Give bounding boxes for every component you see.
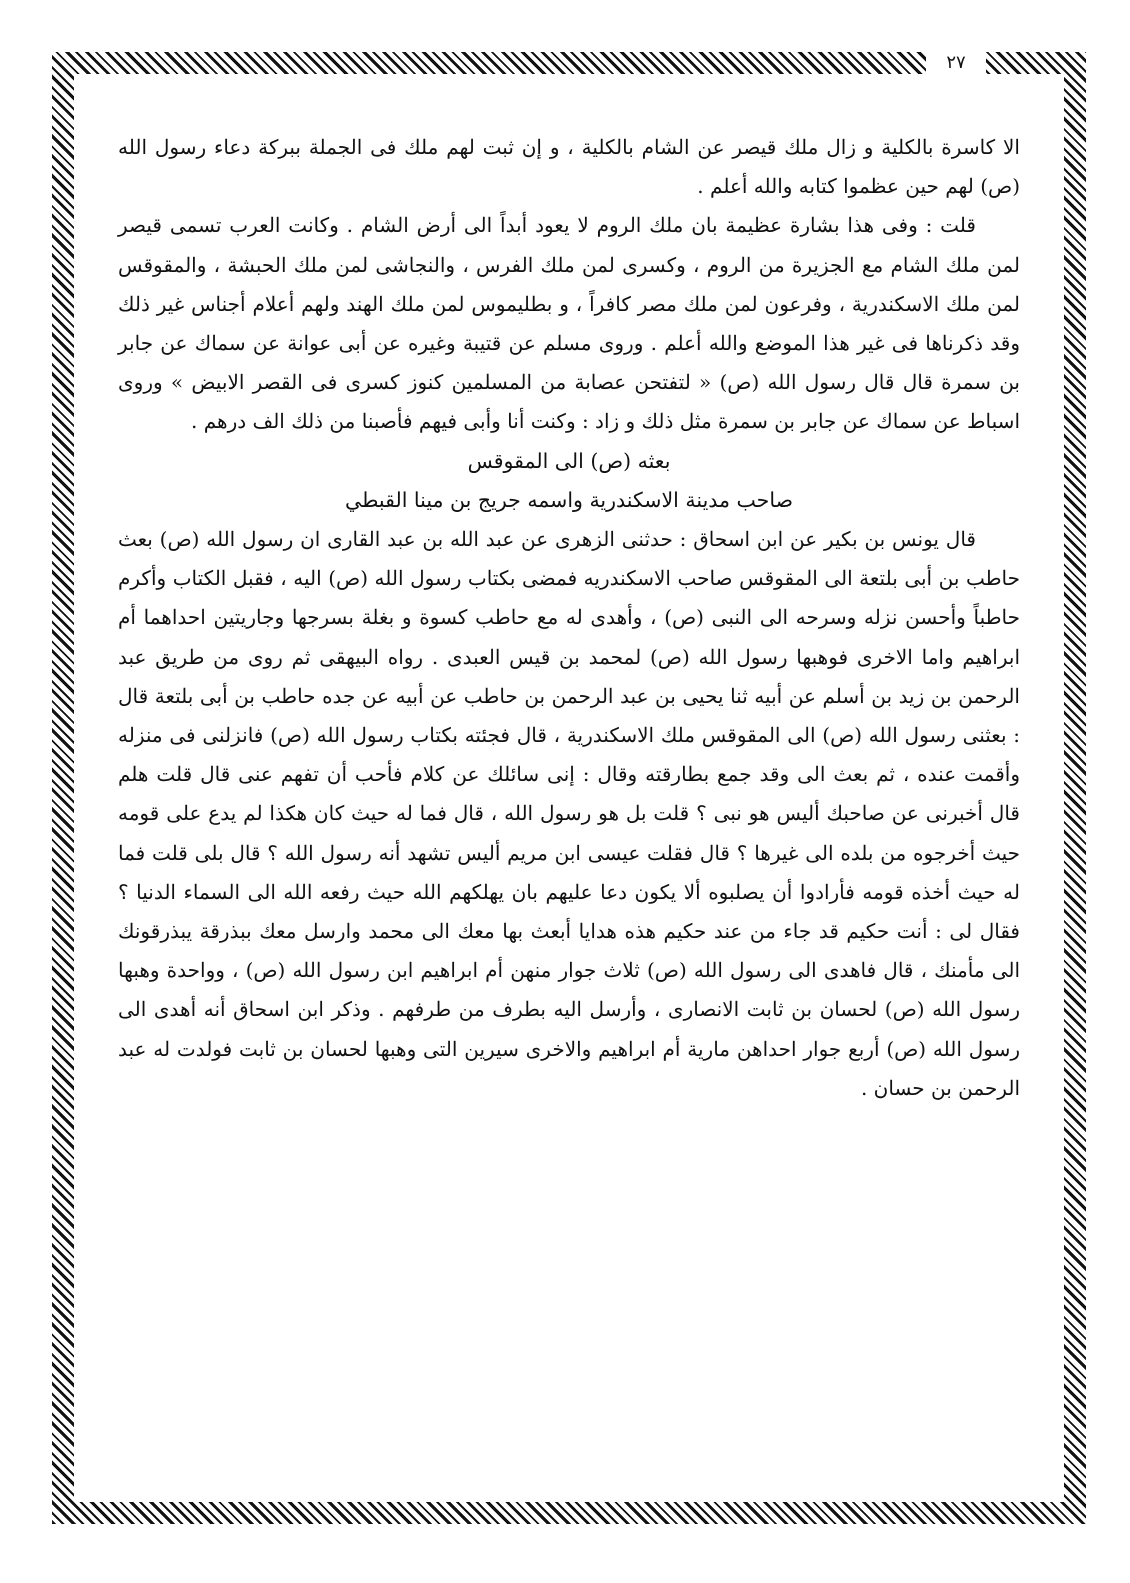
- section-heading: بعثه (ص) الى المقوقس: [467, 448, 671, 473]
- paragraph-1: الا كاسرة بالكلية و زال ملك قيصر عن الشام بالكلية ، و إن ثبت لهم ملك فى الجملة ببركة دعاء رسول الله (ص) لهم حين عظموا كتابه والله أعلم .: [118, 135, 1020, 199]
- paragraph-2: قلت : وفى هذا بشارة عظيمة بان ملك الروم لا يعود أبداً الى أرض الشام . وكانت العرب تسمى قيصر لمن ملك الشام مع الجزيرة من الروم ، وكسرى لمن ملك الفرس ، والنجاشى لمن ملك الحبشة ، والمقوقس لمن ملك الاسكندرية ، وفرعون لمن ملك مصر كافراً ، و بطليموس لمن ملك الهند ولهم أعلام أجناس غير ذلك وقد ذكرناها فى غير هذا الموضع والله أعلم . وروى مسلم عن قتيبة وغيره عن أبى عوانة عن سماك عن جابر بن سمرة قال قال رسول الله (ص) « لتفتحن عصابة من المسلمين كنوز كسرى فى القصر الابيض » وروى اسباط عن سماك عن جابر بن سمرة مثل ذلك و زاد : وكنت أنا وأبى فيهم فأصبنا من ذلك الف درهم .: [118, 213, 1020, 434]
- page-number: ٢٧: [926, 52, 986, 74]
- paragraph-3: قال يونس بن بكير عن ابن اسحاق : حدثنى الزهرى عن عبد الله بن عبد القارى ان رسول الله (ص) بعث حاطب بن أبى بلتعة الى المقوقس صاحب الاسكندريه فمضى بكتاب رسول الله (ص) اليه ، فقبل الكتاب وأكرم حاطباً وأحسن نزله وسرحه الى النبى (ص) ، وأهدى له مع حاطب كسوة و بغلة بسرجها وجاريتين احداهما أم ابراهيم واما الاخرى فوهبها رسول الله (ص) لمحمد بن قيس العبدى . رواه البيهقى ثم روى من طريق عبد الرحمن بن زيد بن أسلم عن أبيه ثنا يحيى بن عبد الرحمن بن حاطب عن أبيه عن جده حاطب بن أبى بلتعة قال : بعثنى رسول الله (ص) الى المقوقس ملك الاسكندرية ، قال فجئته بكتاب رسول الله (ص) فانزلنى فى منزله وأقمت عنده ، ثم بعث الى وقد جمع بطارقته وقال : إنى سائلك عن كلام فأحب أن تفهم عنى قال قلت هلم قال أخبرنى عن صاحبك أليس هو نبى ؟ قلت بل هو رسول الله ، قال فما له حيث كان هكذا لم يدع على قومه حيث أخرجوه من بلده الى غيرها ؟ قال فقلت عيسى ابن مريم أليس تشهد أنه رسول الله ؟ قال بلى قلت فما له حيث أخذه قومه فأرادوا أن يصلبوه ألا يكون دعا عليهم بان يهلكهم الله حيث رفعه الله الى السماء الدنيا ؟ فقال لى : أنت حكيم قد جاء من عند حكيم هذه هدايا أبعث بها معك الى محمد وارسل معك ببذرقة يبذرقونك الى مأمنك ، قال فاهدى الى رسول الله (ص) ثلاث جوار منهن أم ابراهيم ابن رسول الله (ص) ، وواحدة وهبها رسول الله (ص) لحسان بن ثابت الانصارى ، وأرسل اليه بطرف من طرفهم . وذكر ابن اسحاق أنه أهدى الى رسول الله (ص) أربع جوار احداهن مارية أم ابراهيم والاخرى سيرين التى وهبها لحسان بن ثابت فولدت له عبد الرحمن بن حسان .: [118, 527, 1021, 1100]
- page-body: [118, 128, 1020, 1488]
- section-subheading: صاحب مدينة الاسكندرية واسمه جريج بن مينا القبطي: [345, 487, 793, 512]
